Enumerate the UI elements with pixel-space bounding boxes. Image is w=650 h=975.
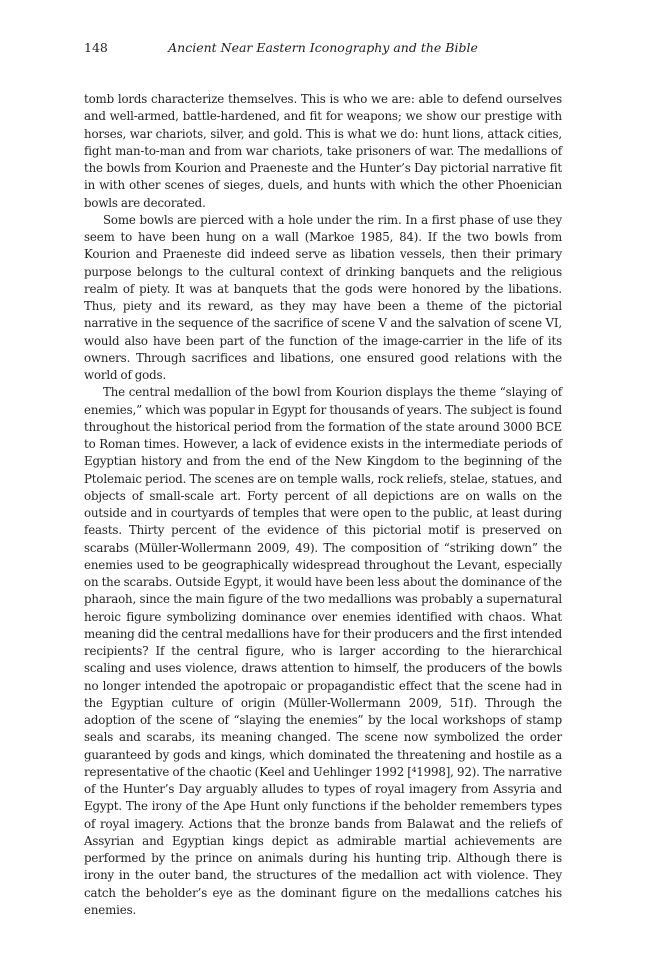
running-head [84, 40, 562, 64]
page-number: 148 [84, 40, 108, 55]
paragraph-libation-bowls: Some bowls are pierced with a hole under the rim. In a first phase of use they seem to have been hung on a wall (Markoe 1985, 84). If the two bowls from Kourion and Praeneste did indeed serve as libation vessels, then their primary purpose belongs to the cultural context of drinking banquets and the religious realm of piety. It was at banquets that the gods were honored by the libations. Thus, piety and its reward, as they may have been a theme of the pictorial narrative in the sequence of the sacrifice of scene V and the salvation of scene VI, would also have been part of the function of the image-carrier in the life of its owners. Through sacrifices and libations, one ensured good relations with the world of gods. [84, 212, 562, 382]
paragraph-central-medallion: The central medallion of the bowl from Kourion displays the theme “slaying of enemies,” which was popular in Egypt for thousands of years. The subject is found throughout the historical period from the formation of the state around 3000 BCE to Roman times. However, a lack of evidence exists in the intermediate periods of Egyptian history and from the end of the New Kingdom to the beginning of the Ptolemaic period. The scenes are on temple walls, rock reliefs, stelae, statues, and objects of small-scale art. Forty percent of all depictions are on walls on the outside and in courtyards of temples that were open to the public, at least during feasts. Thirty percent of the evidence of this pictorial motif is preserved on scarabs (Müller-Wollermann 2009, 49). The composition of “striking down” the enemies used to be geographically widespread throughout the Levant, especially on the scarabs. Outside Egypt, it would have been less about the dominance of the pharaoh, since the main figure of the two medallions was probably a supernatural heroic figure symbolizing dominance over enemies identified with chaos. What meaning did the central medallions have for their producers and the first intended recipients? If the central figure, who is larger according to the hierarchical scaling and uses violence, draws attention to himself, the producers of the bowls no longer intended the apotropaic or propagandistic effect that the scene had in the Egyptian culture of origin (Müller-Wollermann 2009, 51f). Through the adoption of the scene of “slaying the enemies” by the local workshops of stamp seals and scarabs, its meaning changed. The scene now symbolized the order guaranteed by gods and kings, which dominated the threatening and hostile as a representative of the chaotic (Keel and Uehlinger 1992 [⁴1998], 92). The narrative of the Hunter’s Day arguably alludes to types of royal imagery from Assyria and Egypt. The irony of the Ape Hunt only functions if the beholder remembers types of royal imagery. Actions that the bronze bands from Balawat and the reliefs of Assyrian and Egyptian kings depict as admirable martial achievements are performed by the prince on animals during his hunting trip. Although there is irony in the outer band, the structures of the medallion act with violence. They catch the beholder’s eye as the dominant figure on the medallions catches his enemies. [84, 385, 562, 917]
body-text [84, 91, 562, 919]
paragraph-continuation: tomb lords characterize themselves. This is who we are: able to defend ourselves and well-armed, battle-hardened, and fit for weapons; we show our prestige with horses, war chariots, silver, and gold. This is what we do: hunt lions, attack cities, fight man-to-man and from war chariots, take prisoners of war. The medallions of the bowls from Kourion and Praeneste and the Hunter’s Day pictorial narrative fit in with other scenes of sieges, duels, and hunts with which the other Phoenician bowls are decorated. [84, 92, 562, 210]
book-page [84, 40, 562, 919]
running-title: Ancient Near Eastern Iconography and the Bible [168, 40, 478, 55]
